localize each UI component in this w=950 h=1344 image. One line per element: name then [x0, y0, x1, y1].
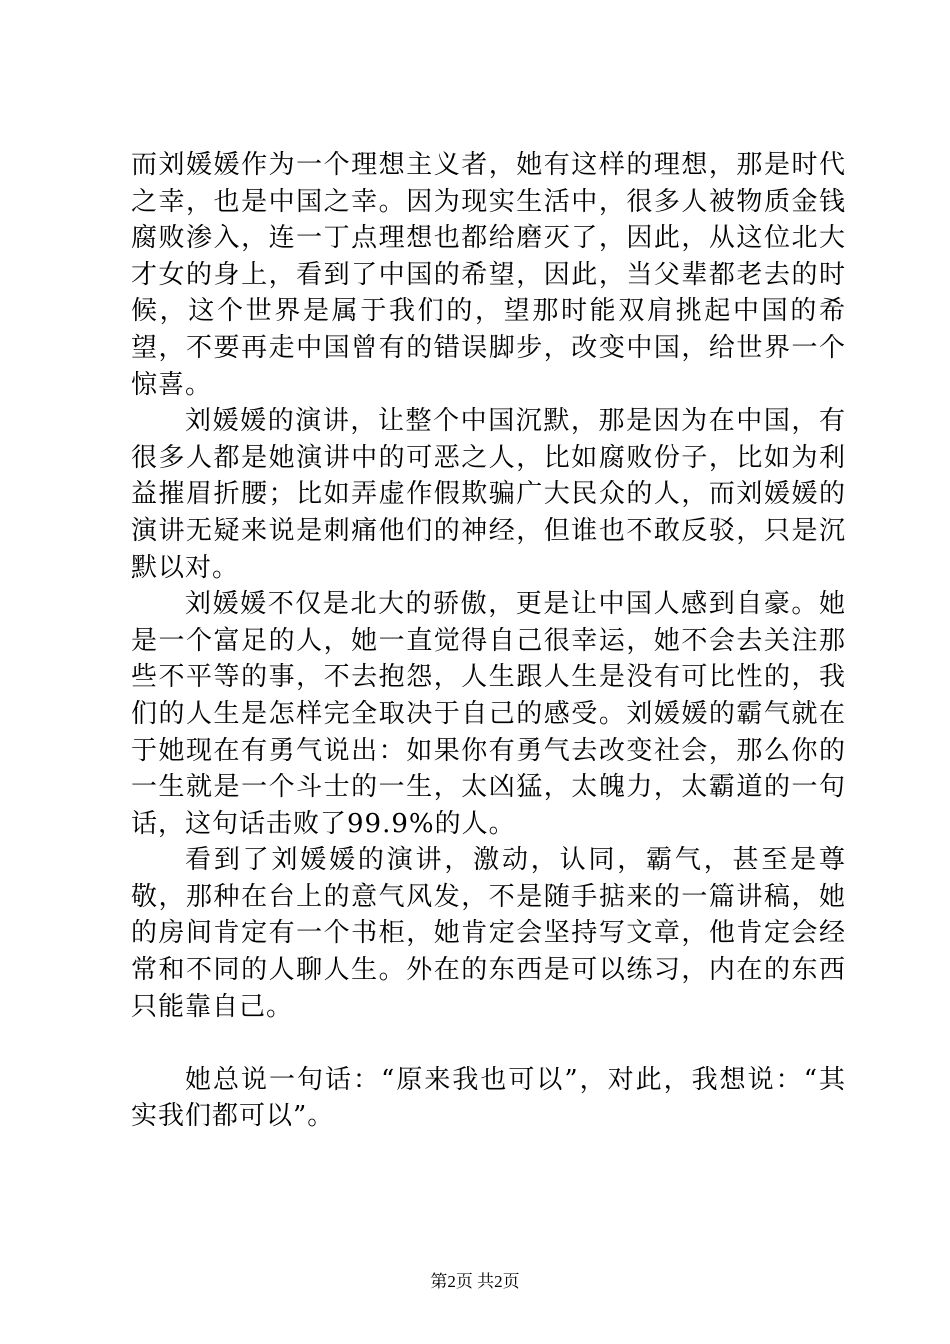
paragraph-2: 刘媛媛的演讲，让整个中国沉默，那是因为在中国，有很多人都是她演讲中的可恶之人，比如腐败份子，比如为利益摧眉折腰；比如弄虚作假欺骗广大民众的人，而刘媛媛的演讲无疑来说是刺痛他们的神经，但谁也不敢反驳，只是沉默以对。	[131, 406, 846, 583]
paragraph-spacer	[131, 1025, 846, 1062]
paragraph-4: 看到了刘媛媛的演讲，激动，认同，霸气，甚至是尊敬，那种在台上的意气风发，不是随手掂来的一篇讲稿，她的房间肯定有一个书柜，她肯定会坚持写文章，他肯定会经常和不同的人聊人生。外在的东西是可以练习，内在的东西只能靠自己。	[131, 845, 846, 1022]
document-body	[131, 147, 846, 1135]
paragraph-1: 而刘媛媛作为一个理想主义者，她有这样的理想，那是时代之幸，也是中国之幸。因为现实生活中，很多人被物质金钱腐败渗入，连一丁点理想也都给磨灭了，因此，从这位北大才女的身上，看到了中国的希望，因此，当父辈都老去的时候，这个世界是属于我们的，望那时能双肩挑起中国的希望，不要再走中国曾有的错误脚步，改变中国，给世界一个惊喜。	[131, 150, 846, 400]
paragraph-3: 刘媛媛不仅是北大的骄傲，更是让中国人感到自豪。她是一个富足的人，她一直觉得自己很幸运，她不会去关注那些不平等的事，不去抱怨，人生跟人生是没有可比性的，我们的人生是怎样完全取决于自己的感受。刘媛媛的霸气就在于她现在有勇气说出：如果你有勇气去改变社会，那么你的一生就是一个斗士的一生，太凶猛，太魄力，太霸道的一句话，这句话击败了99.9%的人。	[131, 589, 846, 839]
paragraph-5: 她总说一句话：“原来我也可以”，对此，我想说：“其实我们都可以”。	[131, 1064, 846, 1132]
page-footer: 第2页 共2页	[430, 1272, 520, 1291]
